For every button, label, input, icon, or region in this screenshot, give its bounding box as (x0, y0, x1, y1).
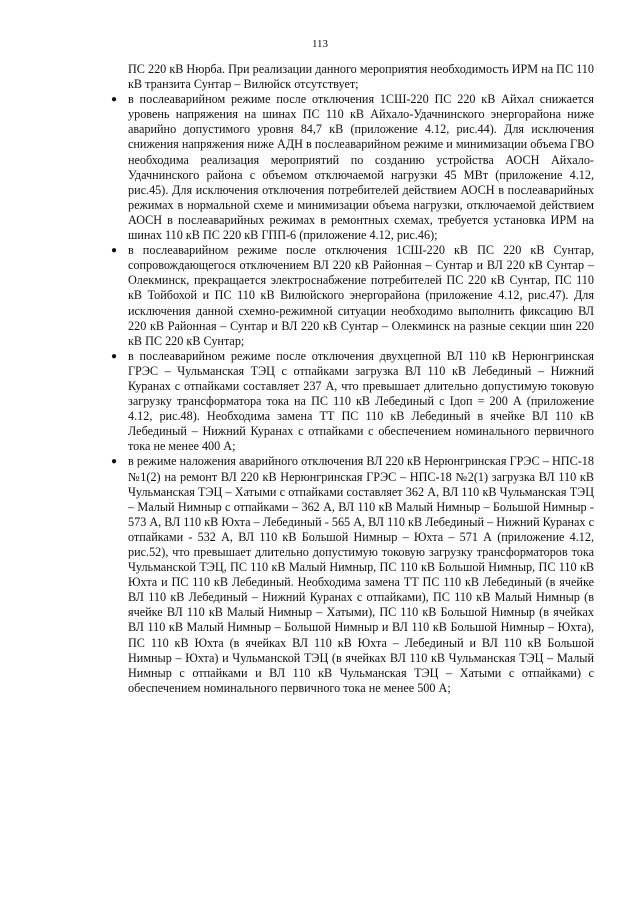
document-body (110, 62, 594, 696)
list-item-text: в послеаварийном режиме после отключения двухцепной ВЛ 110 кВ Нерюнгринская ГРЭС – Чульманская ТЭЦ с отпайками загрузка ВЛ 110 кВ Лебединый – Нижний Куранах с отпайками составляет 237 А, что превышает длительно допустимую токовую загрузку трансформатора тока на ПС 110 кВ Лебединый с Iдоп = 200 А (приложение 4.12, рис.48). Необходима замена ТТ ПС 110 кВ Лебединый в ячейке ВЛ 110 кВ Лебединый – Нижний Куранах с отпайками с обеспечением номинального первичного тока не менее 400 А; (128, 348, 594, 454)
list-item-text: в послеаварийном режиме после отключения 1СШ-220 ПС 220 кВ Айхал снижается уровень напряжения на шинах ПС 110 кВ Айхало-Удачнинского энергорайона ниже аварийно допустимого уровня 84,7 кВ (приложение 4.12, рис.44). Для исключения снижения напряжения ниже АДН в послеаварийном режиме и минимизации объема ГВО необходима реализация мероприятий по созданию устройства АОСН Айхало-Удачнинского района с объемом отключаемой нагрузки 45 МВт (приложение 4.12, рис.45). Для исключения отключения потребителей действием АОСН в послеаварийных режимах в нормальной схеме и минимизации объема нагрузки, отключаемой действием АОСН в послеаварийных режимах в ремонтных схемах, требуется установка ИРМ на шинах 110 кВ ПС 220 кВ ГПП-6 (приложение 4.12, рис.46); (128, 92, 594, 243)
bullet-icon: ● (111, 245, 118, 257)
bullet-icon: ● (111, 456, 118, 468)
list-item (110, 243, 594, 349)
bullet-list (110, 92, 594, 696)
list-item-text: в режиме наложения аварийного отключения ВЛ 220 кВ Нерюнгринская ГРЭС – НПС-18 №1(2) на ремонт ВЛ 220 кВ Нерюнгринская ГРЭС – НПС-18 №2(1) загрузка ВЛ 110 кВ Чульманская ТЭЦ – Хатыми с отпайками составляет 362 А, ВЛ 110 кВ Чульманская ТЭЦ – Малый Нимныр с отпайками – 362 А, ВЛ 110 кВ Малый Нимныр – Большой Нимныр - 573 А, ВЛ 110 кВ Юхта – Лебединый - 565 А, ВЛ 110 кВ Лебединый – Нижний Куранах с отпайками - 532 А, ВЛ 110 кВ Большой Нимныр – Юхта – 571 А (приложение 4.12, рис.52), что превышает длительно допустимую токовую загрузку трансформаторов тока Чульманской ТЭЦ, ПС 110 кВ Малый Нимныр, ПС 110 кВ Большой Нимныр, ПС 110 кВ Юхта и ПС 110 кВ Лебединый. Необходима замена ТТ ПС 110 кВ Лебединый (в ячейке ВЛ 110 кВ Лебединый – Нижний Куранах с отпайками), ПС 110 кВ Малый Нимныр (в ячейке ВЛ 110 кВ Малый Нимныр – Хатыми), ПС 110 кВ Большой Нимныр (в ячейках ВЛ 110 кВ Малый Нимныр – Большой Нимныр и ВЛ 110 кВ Большой Нимныр – Юхта), ПС 110 кВ Юхта (в ячейках ВЛ 110 кВ Юхта – Лебединый и ВЛ 110 кВ Большой Нимныр – Юхта) и Чульманской ТЭЦ (в ячейках ВЛ 110 кВ Чульманская ТЭЦ – Малый Нимныр с отпайками и ВЛ 110 кВ Чульманская ТЭЦ – Хатыми с отпайками) с обеспечением номинального первичного тока не менее 500 А; (128, 454, 594, 695)
list-item (110, 92, 594, 243)
list-item-text: в послеаварийном режиме после отключения 1СШ-220 кВ ПС 220 кВ Сунтар, сопровождающегося отключением ВЛ 220 кВ Районная – Сунтар и ВЛ 220 кВ Сунтар – Олекминск, прекращается электроснабжение потребителей ПС 220 кВ Сунтар, ПС 110 кВ Тойбохой и ПС 110 кВ Вилюйского энергорайона (приложение 4.12, рис.47). Для исключения данной схемно-режимной ситуации необходимо выполнить фиксацию ВЛ 220 кВ Районная – Сунтар и ВЛ 220 кВ Сунтар – Олекминск на разные секции шин 220 кВ ПС 220 кВ Сунтар; (128, 243, 594, 348)
list-item (110, 454, 594, 696)
bullet-icon: ● (111, 94, 118, 106)
bullet-icon: ● (111, 350, 118, 362)
intro-paragraph: ПС 220 кВ Нюрба. При реализации данного мероприятия необходимость ИРМ на ПС 110 кВ транзита Сунтар – Вилюйск отсутствует; (128, 62, 594, 92)
page-number: 113 (311, 38, 329, 50)
list-item (110, 349, 594, 455)
